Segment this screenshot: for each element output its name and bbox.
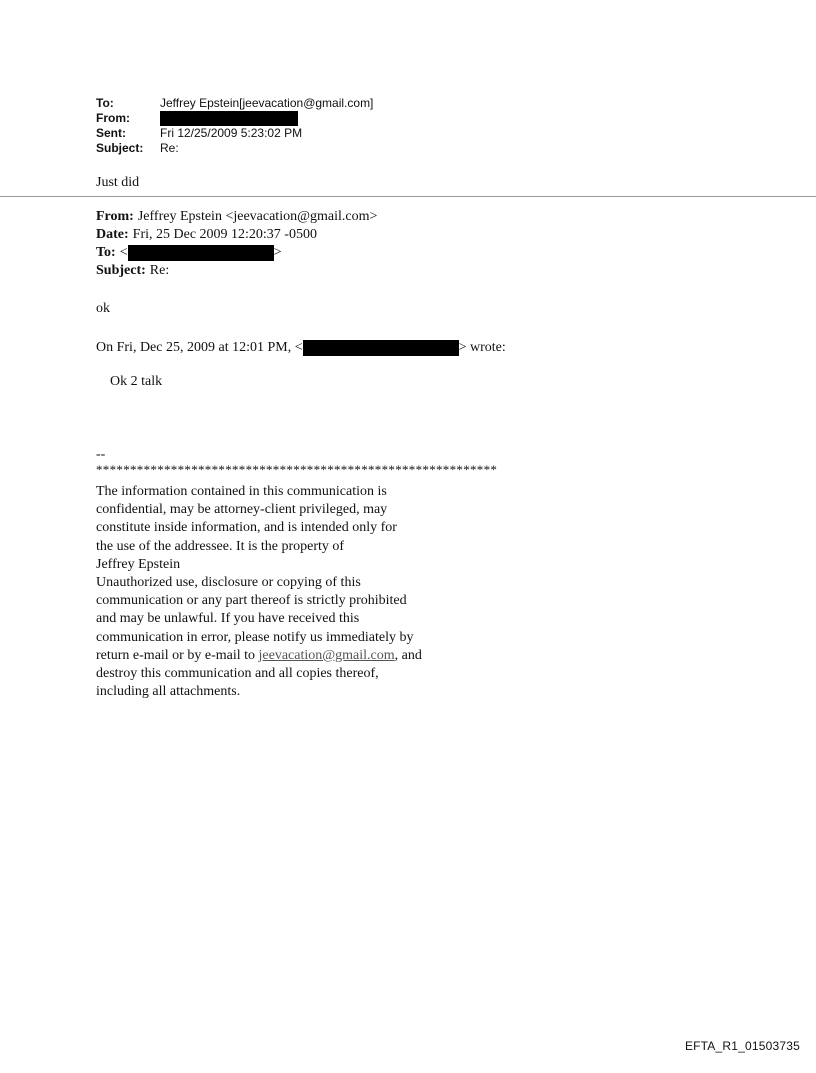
inner-quote: Ok 2 talk (110, 374, 163, 389)
email-link[interactable]: jeevacation@gmail.com (258, 647, 395, 663)
disclaimer (96, 483, 476, 701)
header-sent-row (96, 126, 373, 141)
attribution-suffix: > wrote: (458, 340, 506, 355)
email-header (96, 96, 373, 156)
disclaimer-link-suffix: , and (394, 647, 422, 663)
quoted-to-row (96, 244, 377, 262)
attribution-line (96, 339, 506, 357)
subject-value: Re: (160, 141, 179, 155)
redaction-block (128, 245, 274, 261)
quoted-subject-label: Subject: (96, 263, 146, 278)
quoted-from-value: Jeffrey Epstein <jeevacation@gmail.com> (137, 209, 378, 224)
quoted-date-row (96, 226, 377, 244)
quoted-to-label: To: (96, 245, 116, 260)
disclaimer-link-prefix: return e-mail or by e-mail to (96, 647, 259, 663)
reply-body: Just did (96, 175, 140, 190)
quoted-date-value: Fri, 25 Dec 2009 12:20:37 -0500 (132, 227, 317, 242)
disclaimer-line: Jeffrey Epstein (96, 556, 181, 572)
quoted-to-close: > (273, 245, 282, 260)
quoted-subject-value: Re: (149, 263, 170, 278)
header-from-row (96, 111, 373, 126)
quoted-body: ok (96, 301, 110, 316)
quoted-header (96, 208, 377, 280)
disclaimer-line: The information contained in this communication is (96, 484, 387, 499)
to-value: Jeffrey Epstein[jeevacation@gmail.com] (160, 96, 374, 110)
quoted-subject-row (96, 262, 377, 280)
header-to-row (96, 96, 373, 111)
sent-label: Sent: (96, 126, 126, 140)
redaction-block (303, 340, 459, 356)
disclaimer-line: including all attachments. (96, 684, 241, 700)
attribution-prefix: On Fri, Dec 25, 2009 at 12:01 PM, < (96, 340, 303, 355)
disclaimer-line-with-link (96, 647, 476, 665)
quoted-from-label: From: (96, 209, 134, 224)
quoted-date-label: Date: (96, 227, 129, 242)
quoted-from-row (96, 208, 377, 226)
redaction-block (160, 111, 298, 126)
signature-stars: *********************************************************** (96, 462, 498, 477)
disclaimer-line: constitute inside information, and is intended only for (96, 520, 397, 536)
sent-value: Fri 12/25/2009 5:23:02 PM (160, 126, 303, 140)
disclaimer-line: and may be unlawful. If you have received this (96, 611, 360, 627)
header-subject-row (96, 141, 373, 156)
disclaimer-line: the use of the addressee. It is the property of (96, 538, 345, 554)
disclaimer-line: communication in error, please notify us immediately by (96, 629, 414, 645)
disclaimer-line: confidential, may be attorney-client privileged, may (96, 502, 388, 518)
subject-label: Subject: (96, 141, 144, 155)
disclaimer-line: destroy this communication and all copies thereof, (96, 665, 379, 681)
to-label: To: (96, 96, 114, 110)
document-id: EFTA_R1_01503735 (684, 1039, 800, 1053)
quoted-to-open: < (119, 245, 128, 260)
from-label: From: (96, 111, 130, 125)
divider (0, 196, 816, 197)
signature-dashes: -- (96, 447, 106, 462)
disclaimer-line: Unauthorized use, disclosure or copying of this (96, 574, 361, 590)
disclaimer-line: communication or any part thereof is strictly prohibited (96, 593, 407, 609)
